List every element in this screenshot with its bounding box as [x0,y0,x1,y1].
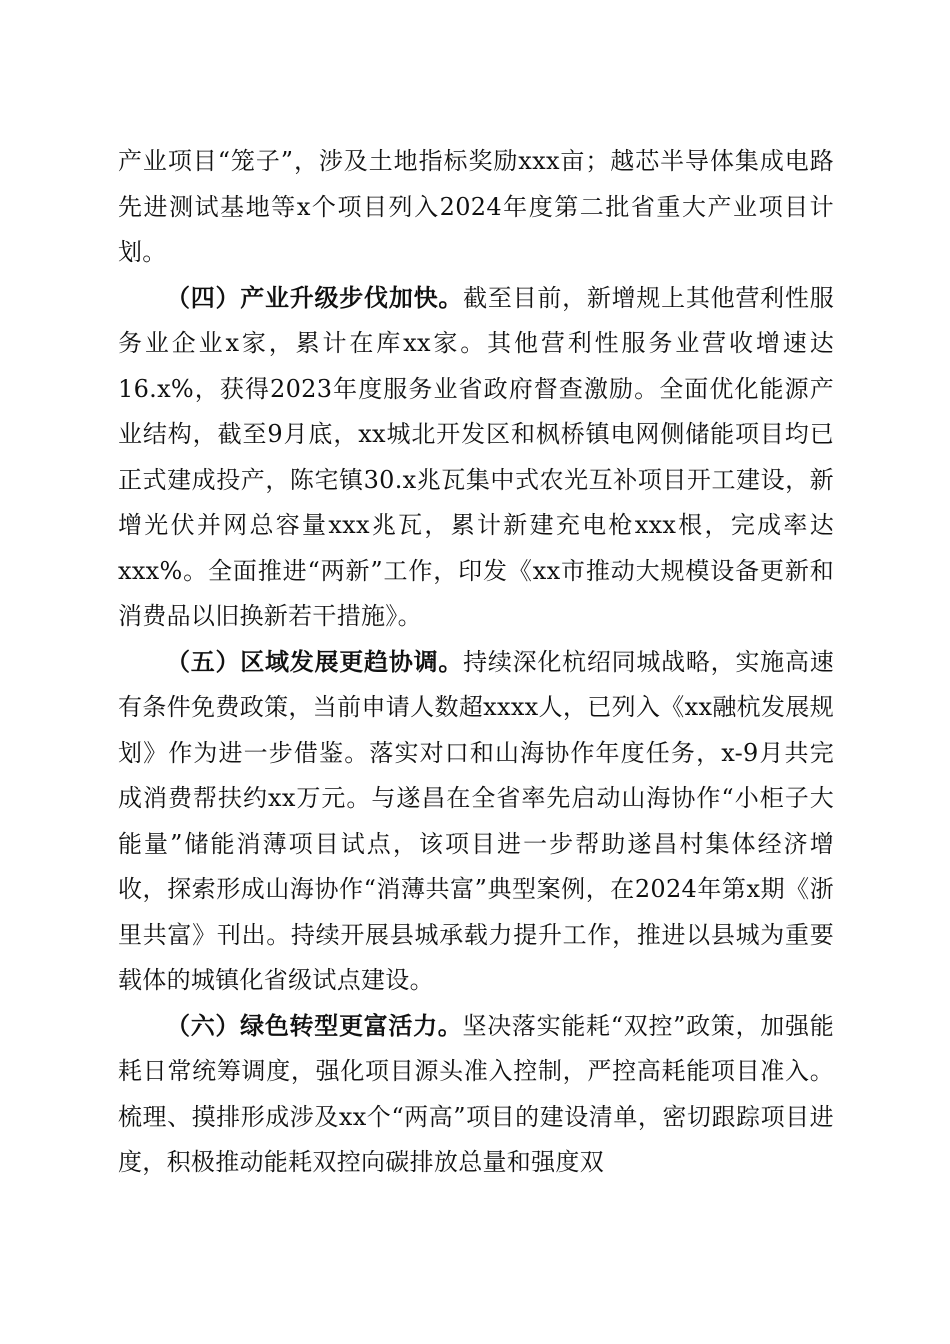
paragraph-continuation [118,139,834,276]
paragraph-section-5 [118,640,834,1004]
section-heading-5: （五）区域发展更趋协调。 [166,647,464,676]
section-heading-4: （四）产业升级步伐加快。 [166,283,464,312]
paragraph-text: 坚决落实能耗“双控”政策，加强能耗日常统筹调度，强化项目源头准入控制，严控高耗能项目准入。梳理、摸排形成涉及xx个“两高”项目的建设清单，密切跟踪项目进度，积极推动能耗双控向碳排放总量和强度双 [118,1011,834,1176]
paragraph-section-6 [118,1004,834,1186]
section-heading-6: （六）绿色转型更富活力。 [166,1011,463,1040]
document-body [118,139,834,1186]
paragraph-text: 截至目前，新增规上其他营利性服务业企业x家，累计在库xx家。其他营利性服务业营收增速达16.x%，获得2023年度服务业省政府督查激励。全面优化能源产业结构，截至9月底，xx城北开发区和枫桥镇电网侧储能项目均已正式建成投产，陈宅镇30.x兆瓦集中式农光互补项目开工建设，新增光伏并网总容量xxx兆瓦，累计新建充电枪xxx根，完成率达xxx%。全面推进“两新”工作，印发《xx市推动大规模设备更新和消费品以旧换新若干措施》。 [118,283,834,630]
paragraph-text: 持续深化杭绍同城战略，实施高速有条件免费政策，当前申请人数超xxxx人，已列入《xx融杭发展规划》作为进一步借鉴。落实对口和山海协作年度任务，x-9月共完成消费帮扶约xx万元。与遂昌在全省率先启动山海协作“小柜子大能量”储能消薄项目试点，该项目进一步帮助遂昌村集体经济增收，探索形成山海协作“消薄共富”典型案例，在2024年第x期《浙里共富》刊出。持续开展县城承载力提升工作，推进以县城为重要载体的城镇化省级试点建设。 [118,647,834,994]
paragraph-section-4 [118,276,834,640]
paragraph-text: 产业项目“笼子”，涉及土地指标奖励xxx亩；越芯半导体集成电路先进测试基地等x个项目列入2024年度第二批省重大产业项目计划。 [118,147,834,266]
